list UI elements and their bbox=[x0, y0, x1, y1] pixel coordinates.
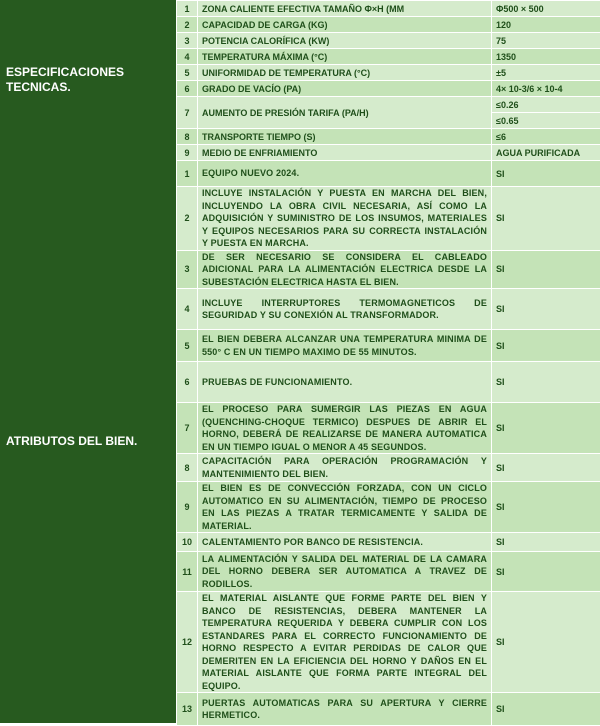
spec-value: ±5 bbox=[492, 65, 600, 81]
row-number: 4 bbox=[177, 289, 198, 330]
attribute-value: SI bbox=[492, 552, 600, 592]
table-row bbox=[177, 552, 600, 592]
spec-label: UNIFORMIDAD DE TEMPERATURA (°C) bbox=[198, 65, 492, 81]
spec-value: 120 bbox=[492, 17, 600, 33]
spec-label: CAPACIDAD DE CARGA (KG) bbox=[198, 17, 492, 33]
attribute-text: PRUEBAS DE FUNCIONAMIENTO. bbox=[198, 362, 492, 403]
attribute-text: DE SER NECESARIO SE CONSIDERA EL CABLEADO ADICIONAL PARA LA ALIMENTACIÓN ELECTRICA DESDE LA SUBESTACIÓN ELECTRICA HASTA EL BIEN. bbox=[198, 250, 492, 289]
spec-label: TEMPERATURA MÁXIMA (°C) bbox=[198, 49, 492, 65]
table-row bbox=[177, 17, 600, 33]
attribute-value: SI bbox=[492, 362, 600, 403]
row-number: 2 bbox=[177, 187, 198, 251]
attribute-value: SI bbox=[492, 250, 600, 289]
spec-value: ≤6 bbox=[492, 129, 600, 145]
row-number: 2 bbox=[177, 17, 198, 33]
attribute-text: EL BIEN DEBERA ALCANZAR UNA TEMPERATURA MINIMA DE 550° C EN UN TIEMPO MAXIMO DE 55 MINUTOS. bbox=[198, 330, 492, 362]
attribute-text: INCLUYE INSTALACIÓN Y PUESTA EN MARCHA DEL BIEN, INCLUYENDO LA OBRA CIVIL NECESARIA, ASÍ COMO LA ADQUISICIÓN Y SUMINISTRO DE LOS INSUMOS, MATERIALES Y EQUIPOS NECESARIOS PARA SU CORRECTA INSTALACIÓN Y PUESTA EN MARCHA. bbox=[198, 187, 492, 251]
table-row bbox=[177, 49, 600, 65]
attribute-value: SI bbox=[492, 330, 600, 362]
attribute-text: PUERTAS AUTOMATICAS PARA SU APERTURA Y CIERRE HERMETICO. bbox=[198, 693, 492, 726]
table-row bbox=[177, 1, 600, 17]
spec-value-secondary: ≤0.65 bbox=[492, 113, 600, 129]
row-number: 7 bbox=[177, 403, 198, 454]
attribute-text: EQUIPO NUEVO 2024. bbox=[198, 161, 492, 187]
spec-value: Φ500 × 500 bbox=[492, 1, 600, 17]
table-row bbox=[177, 33, 600, 49]
table-row bbox=[177, 161, 600, 187]
row-number: 12 bbox=[177, 592, 198, 693]
row-number: 9 bbox=[177, 145, 198, 161]
row-number: 9 bbox=[177, 482, 198, 533]
row-number: 1 bbox=[177, 1, 198, 17]
attribute-value: SI bbox=[492, 161, 600, 187]
attribute-text: LA ALIMENTACIÓN Y SALIDA DEL MATERIAL DE LA CAMARA DEL HORNO DEBERA SER AUTOMATICA A TRAVEZ DE RODILLOS. bbox=[198, 552, 492, 592]
spec-value: AGUA PURIFICADA bbox=[492, 145, 600, 161]
attribute-text: CALENTAMIENTO POR BANCO DE RESISTENCIA. bbox=[198, 533, 492, 552]
attribute-text: CAPACITACIÓN PARA OPERACIÓN PROGRAMACIÓN Y MANTENIMIENTO DEL BIEN. bbox=[198, 454, 492, 482]
row-number: 5 bbox=[177, 330, 198, 362]
spec-value: 4× 10-3/6 × 10-4 bbox=[492, 81, 600, 97]
table-row bbox=[177, 533, 600, 552]
table-row bbox=[177, 592, 600, 693]
spec-label: GRADO DE VACÍO (PA) bbox=[198, 81, 492, 97]
attribute-value: SI bbox=[492, 187, 600, 251]
spec-label: AUMENTO DE PRESIÓN TARIFA (PA/H) bbox=[198, 97, 492, 129]
table-row bbox=[177, 289, 600, 330]
attribute-value: SI bbox=[492, 454, 600, 482]
table-row bbox=[177, 145, 600, 161]
section-atributos bbox=[0, 160, 176, 723]
spec-value: ≤0.26 bbox=[492, 97, 600, 113]
row-number: 6 bbox=[177, 362, 198, 403]
row-number: 8 bbox=[177, 129, 198, 145]
row-number: 7 bbox=[177, 97, 198, 129]
attribute-value: SI bbox=[492, 533, 600, 552]
row-number: 3 bbox=[177, 33, 198, 49]
table-row bbox=[177, 81, 600, 97]
row-number: 3 bbox=[177, 250, 198, 289]
row-number: 5 bbox=[177, 65, 198, 81]
spec-label: MEDIO DE ENFRIAMIENTO bbox=[198, 145, 492, 161]
attribute-value: SI bbox=[492, 592, 600, 693]
spec-label: POTENCIA CALORÍFICA (KW) bbox=[198, 33, 492, 49]
section-title-specs: ESPECIFICACIONES TECNICAS. bbox=[6, 65, 176, 95]
section-title-attributes: ATRIBUTOS DEL BIEN. bbox=[6, 434, 137, 449]
table-row bbox=[177, 187, 600, 251]
spec-value: 75 bbox=[492, 33, 600, 49]
spec-value: 1350 bbox=[492, 49, 600, 65]
spec-table bbox=[176, 0, 600, 726]
attribute-text: EL PROCESO PARA SUMERGIR LAS PIEZAS EN AGUA (QUENCHING-CHOQUE TERMICO) DESPUES DE ABRIR EL HORNO, DEBERÁ DE REALIZARSE DE MANERA AUTOMATICA EN UN TIEMPO IGUAL O MENOR A 45 SEGUNDOS. bbox=[198, 403, 492, 454]
row-number: 11 bbox=[177, 552, 198, 592]
row-number: 6 bbox=[177, 81, 198, 97]
row-number: 10 bbox=[177, 533, 198, 552]
attribute-text: EL MATERIAL AISLANTE QUE FORME PARTE DEL BIEN Y BANCO DE RESISTENCIAS, DEBERA MANTENER LA TEMPERATURA REQUERIDA Y DEBERA CUMPLIR CON LOS ESTANDARES PARA EL CORRECTO FUNCIONAMIENTO DE HORNO RESPECTO A EVITAR PERDIDAS DE CALOR QUE DEMERITEN EN LA EFICIENCIA DEL HORNO Y DAÑOS EN EL MATERIAL AISLANTE QUE FORMA PARTE INTEGRAL DEL EQUIPO. bbox=[198, 592, 492, 693]
attribute-value: SI bbox=[492, 403, 600, 454]
table-row bbox=[177, 65, 600, 81]
table-row bbox=[177, 403, 600, 454]
attribute-value: SI bbox=[492, 693, 600, 726]
attribute-value: SI bbox=[492, 289, 600, 330]
attribute-text: INCLUYE INTERRUPTORES TERMOMAGNETICOS DE SEGURIDAD Y SU CONEXIÓN AL TRANSFORMADOR. bbox=[198, 289, 492, 330]
row-number: 13 bbox=[177, 693, 198, 726]
row-number: 4 bbox=[177, 49, 198, 65]
row-number: 8 bbox=[177, 454, 198, 482]
table-row bbox=[177, 129, 600, 145]
attribute-text: EL BIEN ES DE CONVECCIÓN FORZADA, CON UN CICLO AUTOMATICO EN SU ALIMENTACIÓN, TIEMPO DE PROCESO EN LAS PIEZAS A TRATAR TERMICAMENTE Y SALIDA DE MATERIAL. bbox=[198, 482, 492, 533]
attribute-value: SI bbox=[492, 482, 600, 533]
table-row bbox=[177, 97, 600, 113]
spec-label: TRANSPORTE TIEMPO (S) bbox=[198, 129, 492, 145]
table-row bbox=[177, 693, 600, 726]
table-row bbox=[177, 362, 600, 403]
section-especificaciones bbox=[0, 0, 176, 160]
table-row bbox=[177, 454, 600, 482]
table-row bbox=[177, 330, 600, 362]
table-row bbox=[177, 482, 600, 533]
table-row bbox=[177, 250, 600, 289]
spec-label: ZONA CALIENTE EFECTIVA TAMAÑO Φ×H (MM bbox=[198, 1, 492, 17]
row-number: 1 bbox=[177, 161, 198, 187]
